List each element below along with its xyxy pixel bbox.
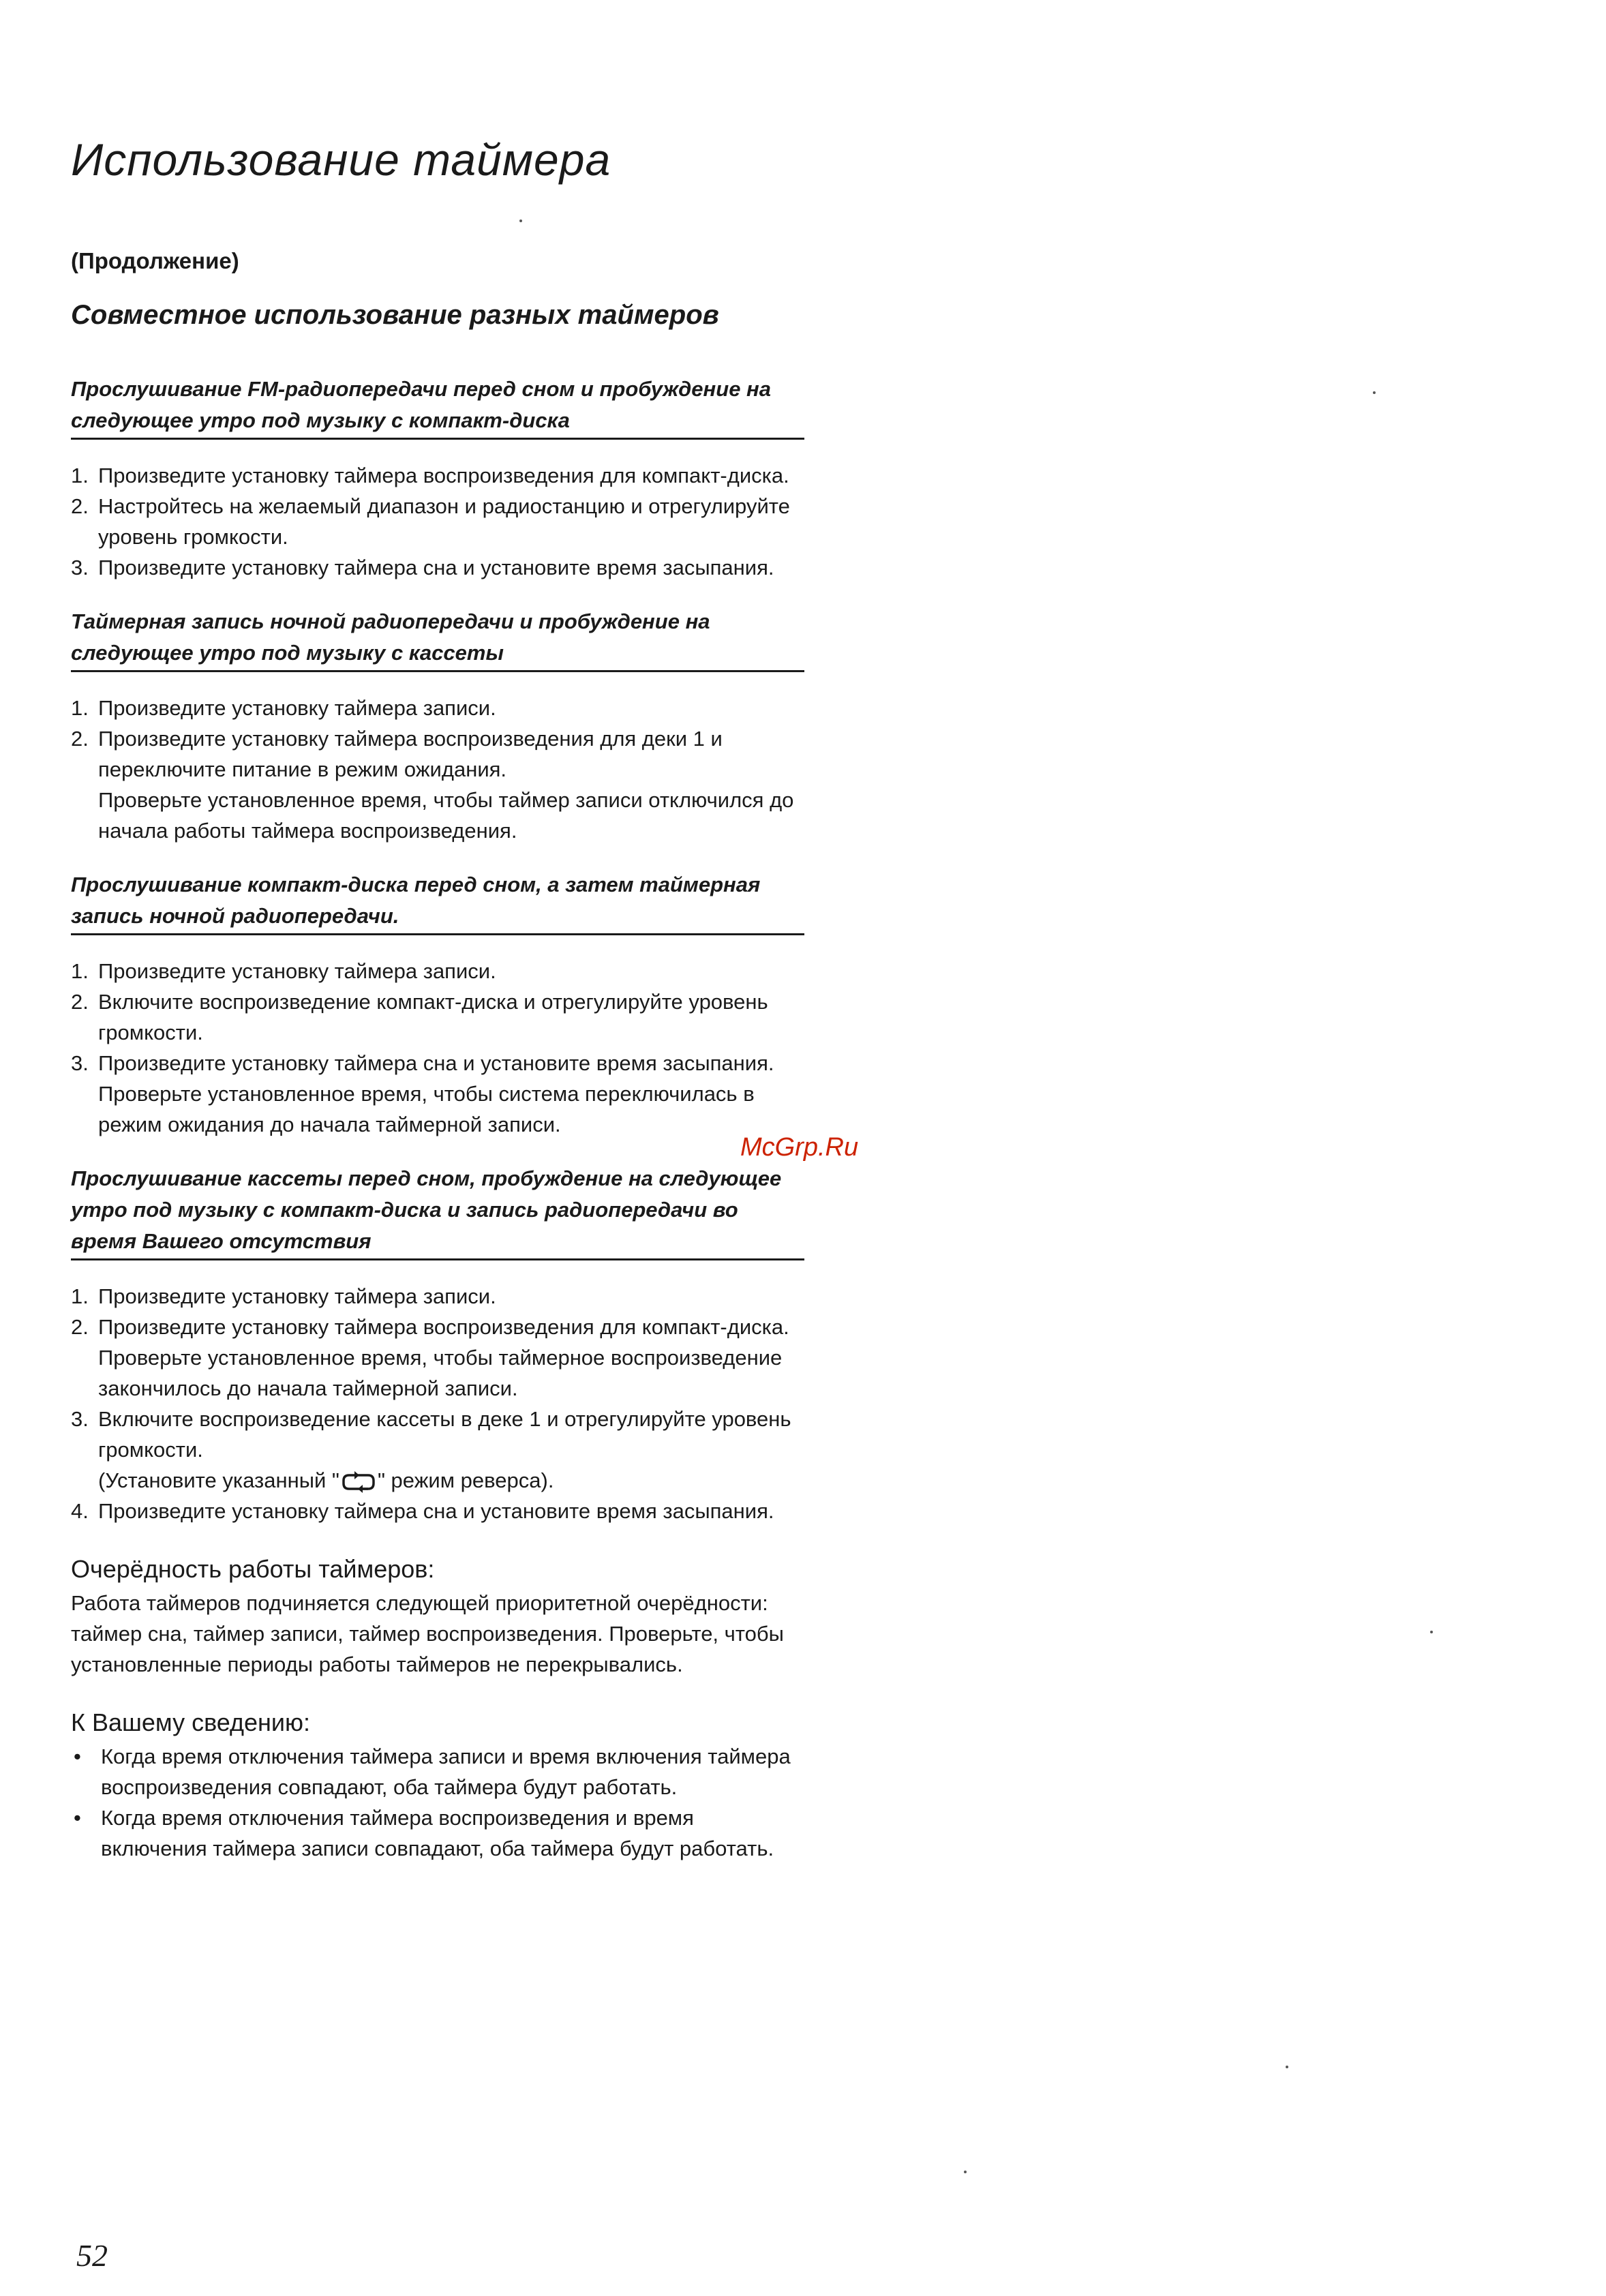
step-list xyxy=(71,693,804,846)
scan-speck xyxy=(1373,391,1376,394)
section-title: Совместное использование разных таймеров xyxy=(71,300,719,330)
step-note: Проверьте установленное время, чтобы таймерное воспроизведение закончилось до начала таймерной записи. xyxy=(98,1346,783,1400)
step-number: 1. xyxy=(71,464,89,487)
step-item xyxy=(71,693,804,723)
scan-speck xyxy=(519,220,522,222)
step-note: Проверьте установленное время, чтобы система переключилась в режим ожидания до начала таймерной записи. xyxy=(98,1082,755,1136)
step-item xyxy=(71,460,804,491)
step-item xyxy=(71,552,804,583)
step-number: 1. xyxy=(71,696,89,720)
step-text: Произведите установку таймера записи. xyxy=(98,696,496,720)
step-text: Включите воспроизведение кассеты в деке 1 и отрегулируйте уровень громкости. xyxy=(98,1407,791,1462)
section-heading: Таймерная запись ночной радиопередачи и пробуждение на следующее утро под музыку с кассеты xyxy=(71,606,804,672)
scan-speck xyxy=(1430,1631,1433,1633)
content-column xyxy=(71,374,804,1864)
step-text: Произведите установку таймера записи. xyxy=(98,1284,496,1308)
step-text: Произведите установку таймера сна и установите время засыпания. xyxy=(98,1051,774,1075)
step-text: Произведите установку таймера воспроизведения для компакт-диска. xyxy=(98,1315,789,1339)
step-list xyxy=(71,460,804,583)
step-number: 1. xyxy=(71,959,89,983)
step-note: Проверьте установленное время, чтобы таймер записи отключился до начала работы таймера воспроизведения. xyxy=(98,788,794,843)
watermark: McGrp.Ru xyxy=(740,1133,859,1162)
step-list xyxy=(71,1281,804,1526)
section-heading: Прослушивание компакт-диска перед сном, а затем таймерная запись ночной радиопередачи. xyxy=(71,869,804,935)
info-heading: К Вашему сведению: xyxy=(71,1708,311,1736)
step-item xyxy=(71,1281,804,1312)
step-item xyxy=(71,1312,804,1404)
section-heading: Прослушивание FM-радиопередачи перед сном и пробуждение на следующее утро под музыку с компакт-диска xyxy=(71,374,804,440)
step-note xyxy=(98,1465,804,1496)
step-item xyxy=(71,1496,804,1526)
step-text: Настройтесь на желаемый диапазон и радиостанцию и отрегулируйте уровень громкости. xyxy=(98,494,790,549)
step-text: Включите воспроизведение компакт-диска и отрегулируйте уровень громкости. xyxy=(98,990,768,1044)
step-text: Произведите установку таймера воспроизведения для деки 1 и переключите питание в режим ожидания. xyxy=(98,727,723,781)
info-list xyxy=(71,1741,804,1864)
step-number: 2. xyxy=(71,494,89,518)
section-heading: Прослушивание кассеты перед сном, пробуждение на следующее утро под музыку с компакт-диска и запись радиопередачи во время Вашего отсутствия xyxy=(71,1163,804,1260)
page-title: Использование таймера xyxy=(71,134,611,185)
scan-speck xyxy=(1286,2066,1288,2068)
info-bullet: • Когда время отключения таймера записи и время включения таймера воспроизведения совпадают, оба таймера будут работать. xyxy=(71,1741,804,1802)
step-number: 2. xyxy=(71,1315,89,1339)
step-item xyxy=(71,1048,804,1140)
info-bullet: • Когда время отключения таймера воспроизведения и время включения таймера записи совпадают, оба таймера будут работать. xyxy=(71,1802,804,1864)
priority-text: Работа таймеров подчиняется следующей приоритетной очерёдности: таймер сна, таймер записи, таймер воспроизведения. Проверьте, чтобы установленные периоды работы таймеров не перекрывались. xyxy=(71,1591,784,1676)
scan-speck xyxy=(964,2171,967,2173)
note-text-after: " режим реверса). xyxy=(377,1468,554,1492)
reverse-mode-icon xyxy=(339,1470,378,1494)
step-item xyxy=(71,956,804,986)
step-item xyxy=(71,491,804,552)
step-number: 4. xyxy=(71,1499,89,1523)
step-number: 2. xyxy=(71,727,89,751)
priority-heading: Очерёдность работы таймеров: xyxy=(71,1555,435,1583)
step-list xyxy=(71,956,804,1140)
step-number: 3. xyxy=(71,1051,89,1075)
step-number: 3. xyxy=(71,1407,89,1431)
step-text: Произведите установку таймера сна и установите время засыпания. xyxy=(98,1499,774,1523)
step-item xyxy=(71,1404,804,1496)
continued-label: (Продолжение) xyxy=(71,248,239,273)
note-text-before: (Установите указанный " xyxy=(98,1468,339,1492)
step-item xyxy=(71,723,804,846)
step-text: Произведите установку таймера записи. xyxy=(98,959,496,983)
step-number: 2. xyxy=(71,990,89,1014)
page-number: 52 xyxy=(76,2238,108,2273)
step-text: Произведите установку таймера воспроизведения для компакт-диска. xyxy=(98,464,789,487)
step-item xyxy=(71,986,804,1048)
step-number: 3. xyxy=(71,556,89,579)
step-text: Произведите установку таймера сна и установите время засыпания. xyxy=(98,556,774,579)
step-number: 1. xyxy=(71,1284,89,1308)
